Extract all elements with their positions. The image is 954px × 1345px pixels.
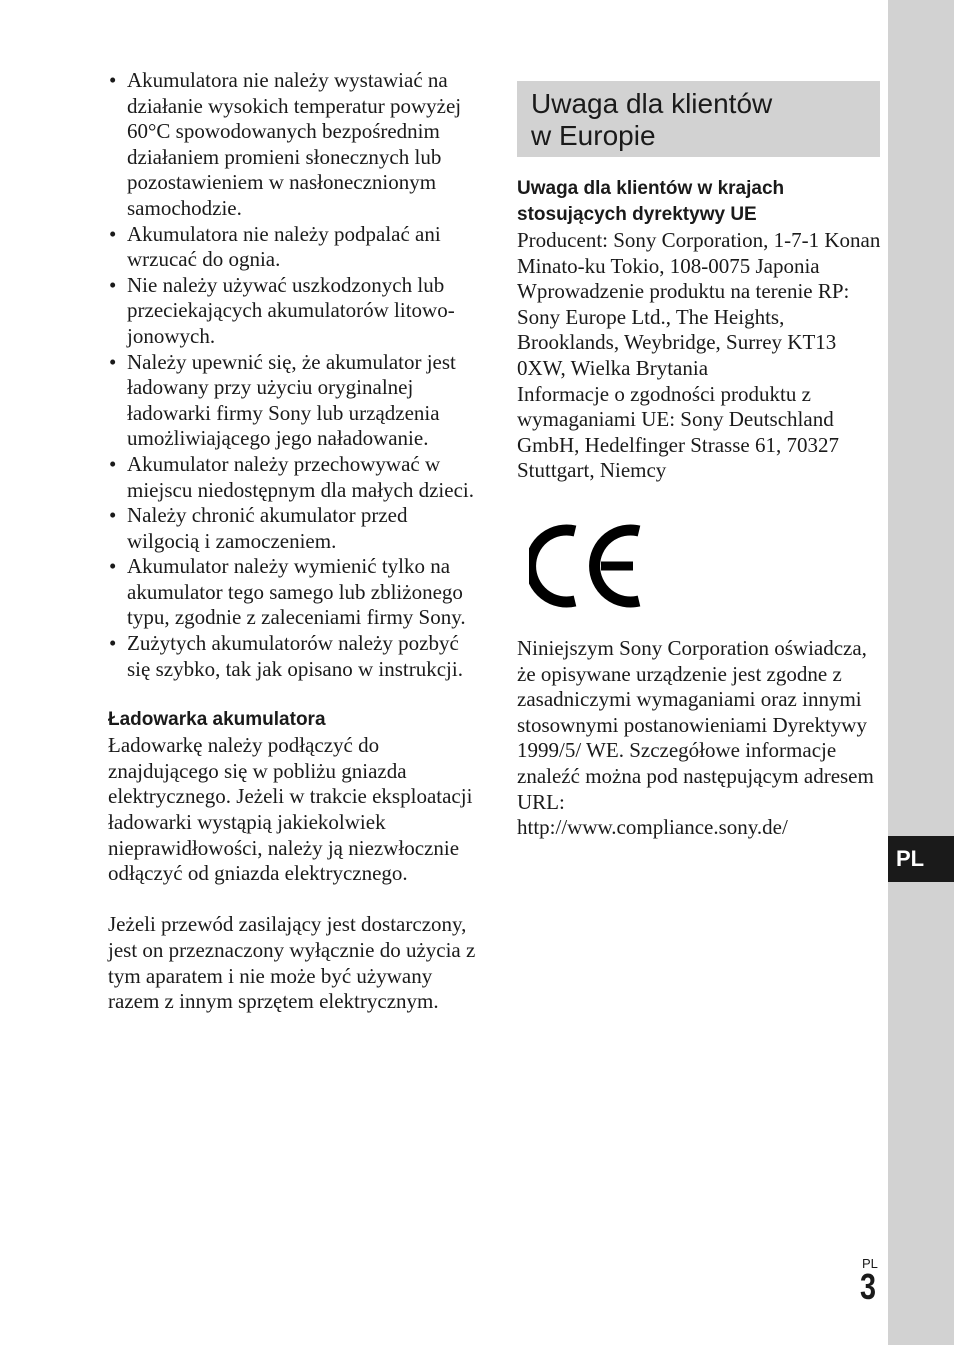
ce-mark-icon — [529, 522, 645, 610]
compliance-url: http://www.compliance.sony.de/ — [517, 815, 788, 840]
right-column — [517, 81, 882, 841]
section-heading — [517, 81, 880, 157]
eu-directive-subheading: Uwaga dla klientów w krajach stosujących dyrektywy UE — [517, 178, 785, 225]
list-item: • Nie należy używać uszkodzonych lub przeciekających akumulatorów litowo-jonowych. — [108, 273, 478, 350]
page-language: PL — [862, 1256, 878, 1271]
page-number: 3 — [860, 1266, 877, 1307]
side-tab-bar — [888, 0, 954, 1345]
list-item: • Należy upewnić się, że akumulator jest ładowany przy użyciu oryginalnej ładowarki firmy Sony lub urządzenia umożliwiającego jego naładowanie. — [108, 350, 478, 452]
importer-paragraph: Wprowadzenie produktu na terenie RP: Sony Europe Ltd., The Heights, Brooklands, Weybridge, Surrey KT13 0XW, Wielka Brytania — [517, 279, 850, 380]
charger-paragraph: Ładowarkę należy podłączyć do znajdującego się w pobliżu gniazda elektrycznego. Jeżeli w trakcie eksploatacji ładowarki wystąpią jakiekolwiek nieprawidłowości, należy ją niezwłocznie odłączyć od gniazda elektrycznego. — [108, 733, 473, 886]
list-item: • Akumulator należy przechowywać w miejscu niedostępnym dla małych dzieci. — [108, 452, 478, 503]
battery-warnings-list — [108, 68, 478, 682]
list-item: • Akumulatora nie należy wystawiać na działanie wysokich temperatur powyżej 60°C spowodowanych bezpośrednim działaniem promieni słonecznych lub pozostawieniem w nasłonecznionym samochodzie. — [108, 68, 478, 222]
declaration-paragraph: Niniejszym Sony Corporation oświadcza, że opisywane urządzenie jest zgodne z zasadniczymi wymaganiami oraz innymi stosownymi postanowieniami Dyrektywy 1999/5/ WE. Szczegółowe informacje znaleźć można pod następującym adresem URL: — [517, 635, 874, 814]
list-item: • Akumulatora nie należy podpalać ani wrzucać do ognia. — [108, 222, 478, 273]
producer-paragraph: Producent: Sony Corporation, 1-7-1 Konan Minato-ku Tokio, 108-0075 Japonia — [517, 228, 881, 278]
section-heading-line-1: Uwaga dla klientów — [531, 88, 773, 119]
section-heading-line-2: w Europie — [531, 120, 656, 151]
compliance-info-paragraph: Informacje o zgodności produktu z wymaganiami UE: Sony Deutschland GmbH, Hedelfinger Strasse 61, 70327 Stuttgart, Niemcy — [517, 381, 839, 483]
list-item: • Akumulator należy wymienić tylko na akumulator tego samego lub zbliżonego typu, zgodnie z zaleceniami firmy Sony. — [108, 554, 478, 631]
power-cord-paragraph: Jeżeli przewód zasilający jest dostarczony, jest on przeznaczony wyłącznie do użycia z tym aparatem i nie może być używany razem z innym sprzętem elektrycznym. — [108, 912, 476, 1014]
left-column — [108, 68, 478, 1015]
charger-heading: Ładowarka akumulatora — [108, 709, 326, 731]
list-item: • Zużytych akumulatorów należy pozbyć się szybko, tak jak opisano w instrukcji. — [108, 631, 478, 682]
language-tab: PL — [888, 836, 954, 882]
list-item: • Należy chronić akumulator przed wilgocią i zamoczeniem. — [108, 503, 478, 554]
